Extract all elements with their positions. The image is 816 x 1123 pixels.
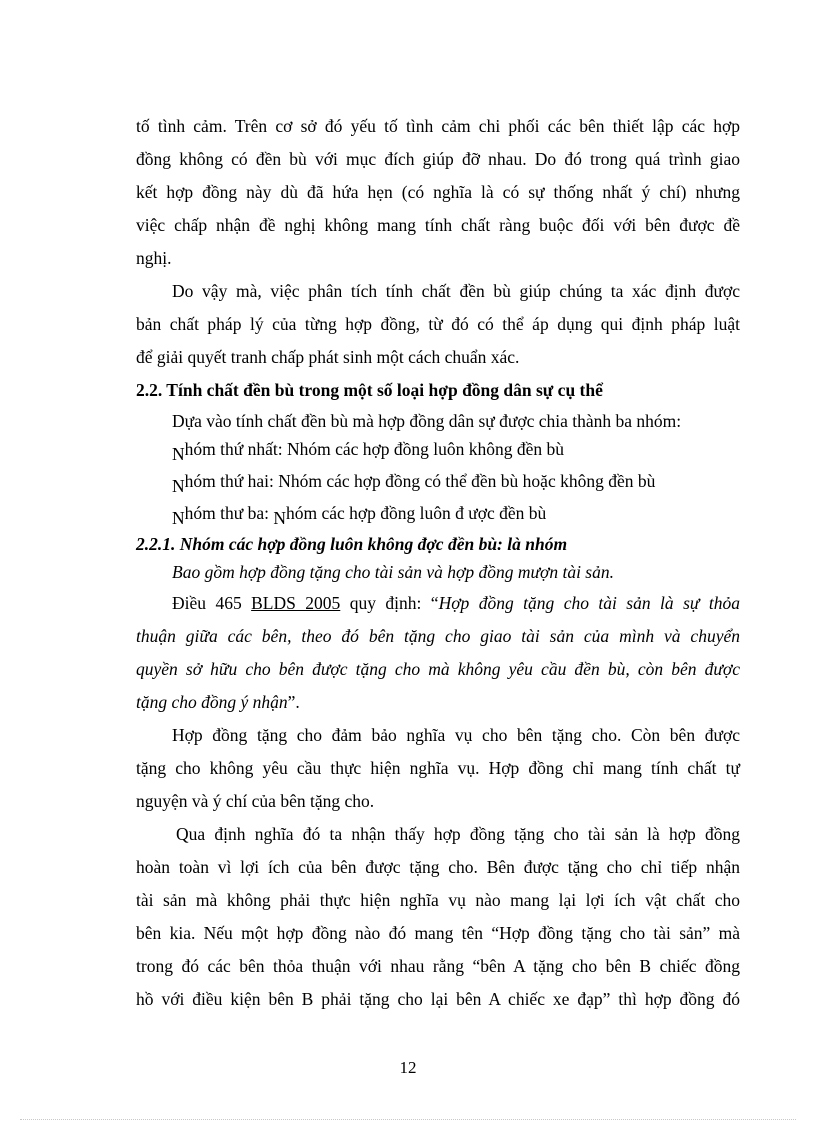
para2-line-1: Do vậy mà, việc phân tích tính chất đền bù giúp chúng ta xác định được [172,281,740,301]
group-2: Nhóm thứ hai: Nhóm các hợp đồng có thể đền bù hoặc không đền bù [172,471,656,496]
para2-line-2: bản chất pháp lý của từng hợp đồng, từ đó có thể áp dụng qui định pháp luật [136,314,740,334]
groups-intro: Dựa vào tính chất đền bù mà hợp đồng dân sự được chia thành ba nhóm: [172,411,682,431]
para4-line-3: tài sản mà không phải thực hiện nghĩa vụ nào mang lại lợi ích vật chất cho [136,890,740,910]
includes-line: Bao gồm hợp đồng tặng cho tài sản và hợp đồng mượn tài sản. [172,562,614,582]
page-number: 12 [399,1058,417,1077]
para3-line-3: nguyện và ý chí của bên tặng cho. [136,791,375,811]
article-465-line-3: quyền sở hữu cho bên được tặng cho mà không yêu cầu đền bù, còn bên được [136,659,740,679]
group-3: Nhóm thư ba: Nhóm các hợp đồng luôn đ ược đền bù [172,503,547,528]
article-465-line-4: tặng cho đồng ý nhận”. [136,692,300,712]
section-heading-2-2: 2.2. Tính chất đền bù trong một số loại hợp đồng dân sự cụ thể [136,380,603,400]
article-465-line-1: Điều 465 BLDS 2005 quy định: “Hợp đồng tặng cho tài sản là sự thỏa [172,593,740,613]
para4-line-5: trong đó các bên thỏa thuận với nhau rằng “bên A tặng cho bên B chiếc đồng [136,956,740,976]
group-1: Nhóm thứ nhất: Nhóm các hợp đồng luôn không đền bù [172,439,565,464]
para4-line-4: bên kia. Nếu một hợp đồng nào đó mang tên “Hợp đồng tặng cho tài sản” mà [136,923,740,943]
para4-line-1: Qua định nghĩa đó ta nhận thấy hợp đồng tặng cho tài sản là hợp đồng [176,824,740,844]
para1-line-5: nghị. [136,248,172,268]
article-465-line-2: thuận giữa các bên, theo đó bên tặng cho giao tài sản của mình và chuyển [136,626,740,646]
para4-line-6: hồ với điều kiện bên B phải tặng cho lại bên A chiếc xe đạp” thì hợp đồng đó [136,989,740,1009]
para4-line-2: hoàn toàn vì lợi ích của bên được tặng cho. Bên được tặng cho chỉ tiếp nhận [136,857,740,877]
para1-line-3: kết hợp đồng này dù đã hứa hẹn (có nghĩa là có sự thống nhất ý chí) nhưng [136,182,740,202]
para2-line-3: để giải quyết tranh chấp phát sinh một cách chuẩn xác. [136,347,520,367]
para1-line-4: việc chấp nhận đề nghị không mang tính chất ràng buộc đối với bên được đề [136,215,740,235]
para1-line-1: tố tình cảm. Trên cơ sở đó yếu tố tình cảm chi phối các bên thiết lập các hợp [136,116,740,136]
para3-line-1: Hợp đồng tặng cho đảm bảo nghĩa vụ cho bên tặng cho. Còn bên được [172,725,740,745]
law-reference-link[interactable]: BLDS 2005 [251,593,341,613]
para1-line-2: đồng không có đền bù với mục đích giúp đỡ nhau. Do đó trong quá trình giao [136,149,740,169]
page-bottom-divider [20,1119,796,1120]
para3-line-2: tặng cho không yêu cầu thực hiện nghĩa vụ. Hợp đồng chỉ mang tính chất tự [136,758,740,778]
section-heading-2-2-1: 2.2.1. Nhóm các hợp đồng luôn không đợc đền bù: là nhóm [136,534,568,554]
